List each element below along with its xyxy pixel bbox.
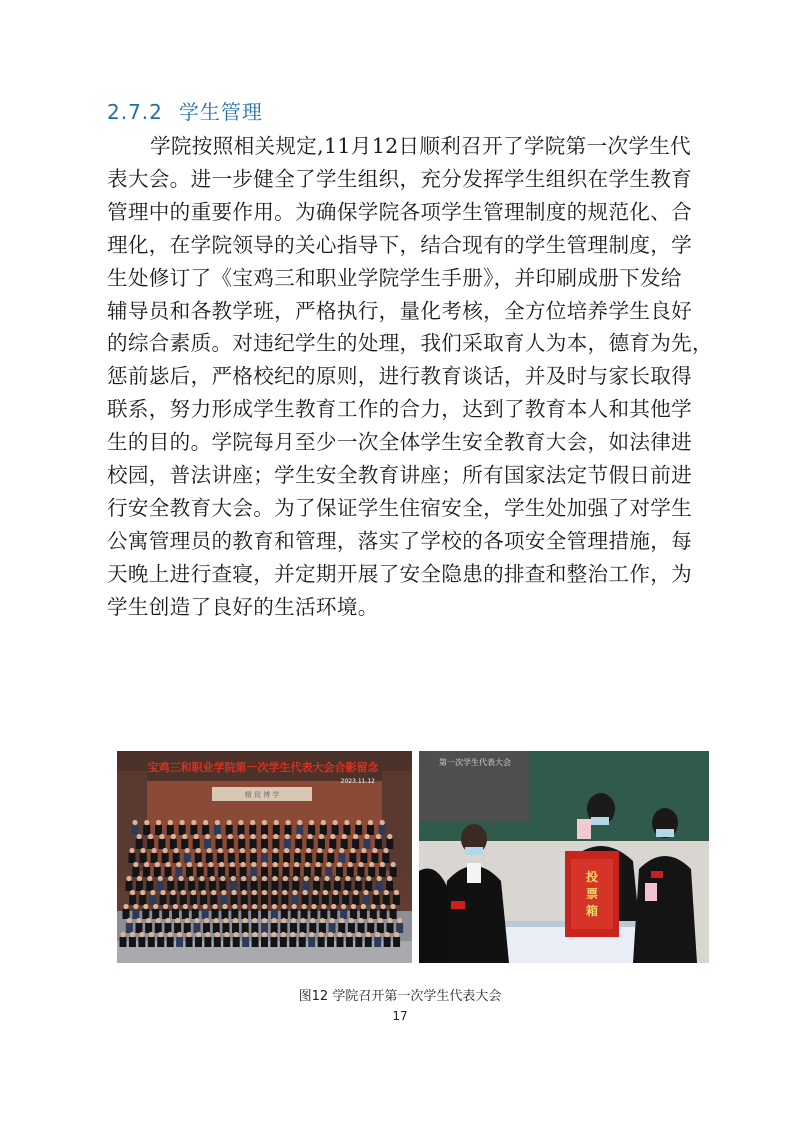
body-paragraph (107, 130, 713, 624)
paragraph-line: 行安全教育大会。为了保证学生住宿安全，学生处加强了对学生 (107, 495, 693, 520)
paragraph-line: 学院按照相关规定,11月12日顺利召开了学院第一次学生代 (150, 134, 692, 158)
ballot-box-label: 投 (585, 870, 599, 884)
paragraph-line: 联系，努力形成学生教育工作的合力，达到了教育本人和其他学 (107, 397, 693, 422)
voting-photo (419, 751, 709, 963)
paragraph-line: 惩前毖后，严格校纪的原则，进行教育谈话，并及时与家长取得 (107, 364, 693, 389)
ballot-box-label: 票 (585, 887, 599, 901)
photo-banner: 宝鸡三和职业学院第一次学生代表大会合影留念 (147, 761, 379, 774)
paragraph-line: 公寓管理员的教育和管理，落实了学校的各项安全管理措施，每 (107, 528, 693, 553)
voting-photo-image (419, 751, 709, 963)
paragraph-line: 表大会。进一步健全了学生组织，充分发挥学生组织在学生教育 (107, 166, 693, 191)
group-photo-image (117, 751, 412, 963)
paragraph-line: 校园，普法讲座；学生安全教育讲座；所有国家法定节假日前进 (107, 463, 693, 488)
board-text: 第一次学生代表大会 (439, 758, 511, 767)
paragraph-line: 理化，在学院领导的关心指导下，结合现有的学生管理制度，学 (107, 232, 693, 257)
paragraph-line: 天晚上进行查寝，并定期开展了安全隐患的排查和整治工作，为 (107, 561, 693, 586)
paragraph-line: 管理中的重要作用。为确保学院各项学生管理制度的规范化、合 (107, 199, 693, 224)
paragraph-line: 的综合素质。对违纪学生的处理，我们采取育人为本，德育为先， (107, 331, 713, 356)
building-sign: 精 致 博 学 (244, 791, 280, 799)
paragraph-line: 辅导员和各教学班，严格执行，量化考核，全方位培养学生良好 (107, 298, 693, 323)
paragraph-line: 学生创造了良好的生活环境。 (107, 594, 379, 619)
group-photo (117, 751, 412, 963)
ballot-box-label: 箱 (585, 904, 599, 918)
section-title: 学生管理 (178, 100, 263, 124)
photo-date: 2023.11.12 (340, 778, 375, 785)
paragraph-line: 生处修订了《宝鸡三和职业学院学生手册》，并印刷成册下发给 (107, 265, 682, 290)
paragraph-line: 生的目的。学院每月至少一次全体学生安全教育大会，如法律进 (107, 430, 693, 455)
section-number: 2.7.2 (107, 100, 163, 124)
section-heading (107, 96, 263, 125)
page-number: 17 (392, 1009, 408, 1023)
figure-caption: 图12 学院召开第一次学生代表大会 (298, 989, 502, 1004)
